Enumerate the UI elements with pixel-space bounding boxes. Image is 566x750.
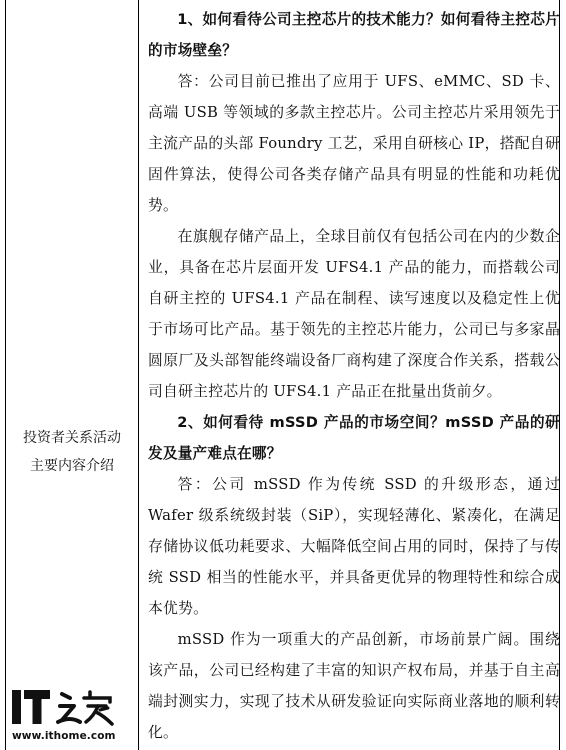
table-frame <box>5 0 560 750</box>
ithome-logo-icon <box>10 686 120 728</box>
ithome-watermark <box>10 686 122 746</box>
answer-1-paragraph-1: 答：公司目前已推出了应用于 UFS、eMMC、SD 卡、高端 USB 等领域的多款主控芯片。公司主控芯片采用领先于主流产品的头部 Foundry 工艺，采用自研核心 IP，搭配自研固件算法，使得公司各类存储产品具有明显的性能和功耗优势。 <box>148 73 560 214</box>
column-divider <box>138 0 139 750</box>
row-label-line-2: 主要内容介绍 <box>30 458 114 474</box>
content-cell <box>148 4 560 748</box>
answer-2-paragraph-1: 答：公司 mSSD 作为传统 SSD 的升级形态，通过 Wafer 级系统级封装（SiP），实现轻薄化、紧凑化，在满足存储协议低功耗要求、大幅降低空间占用的同时，保持了与传统 SSD 相当的性能水平，并具备更优异的物理特性和综合成本优势。 <box>148 476 560 617</box>
question-2: 2、如何看待 mSSD 产品的市场空间？mSSD 产品的研发及量产难点在哪？ <box>148 414 560 462</box>
question-1: 1、如何看待公司主控芯片的技术能力？如何看待主控芯片的市场壁垒？ <box>148 11 560 59</box>
row-label-line-1: 投资者关系活动 <box>23 430 121 446</box>
answer-2-paragraph-2: mSSD 作为一项重大的产品创新，市场前景广阔。围绕该产品，公司已经构建了丰富的知识产权布局，并基于自主高端封测实力，实现了技术从研发验证向实际商业落地的顺利转化。 <box>148 631 560 741</box>
row-label <box>6 424 138 480</box>
answer-1-paragraph-2: 在旗舰存储产品上，全球目前仅有包括公司在内的少数企业，具备在芯片层面开发 UFS4.1 产品的能力，而搭载公司自研主控的 UFS4.1 产品在制程、读写速度以及稳定性上优于市场可比产品。基于领先的主控芯片能力，公司已与多家晶圆原厂及头部智能终端设备厂商构建了深度合作关系，搭载公司自研主控芯片的 UFS4.1 产品正在批量出货前夕。 <box>148 228 560 400</box>
ithome-url: www.ithome.com <box>12 730 116 742</box>
